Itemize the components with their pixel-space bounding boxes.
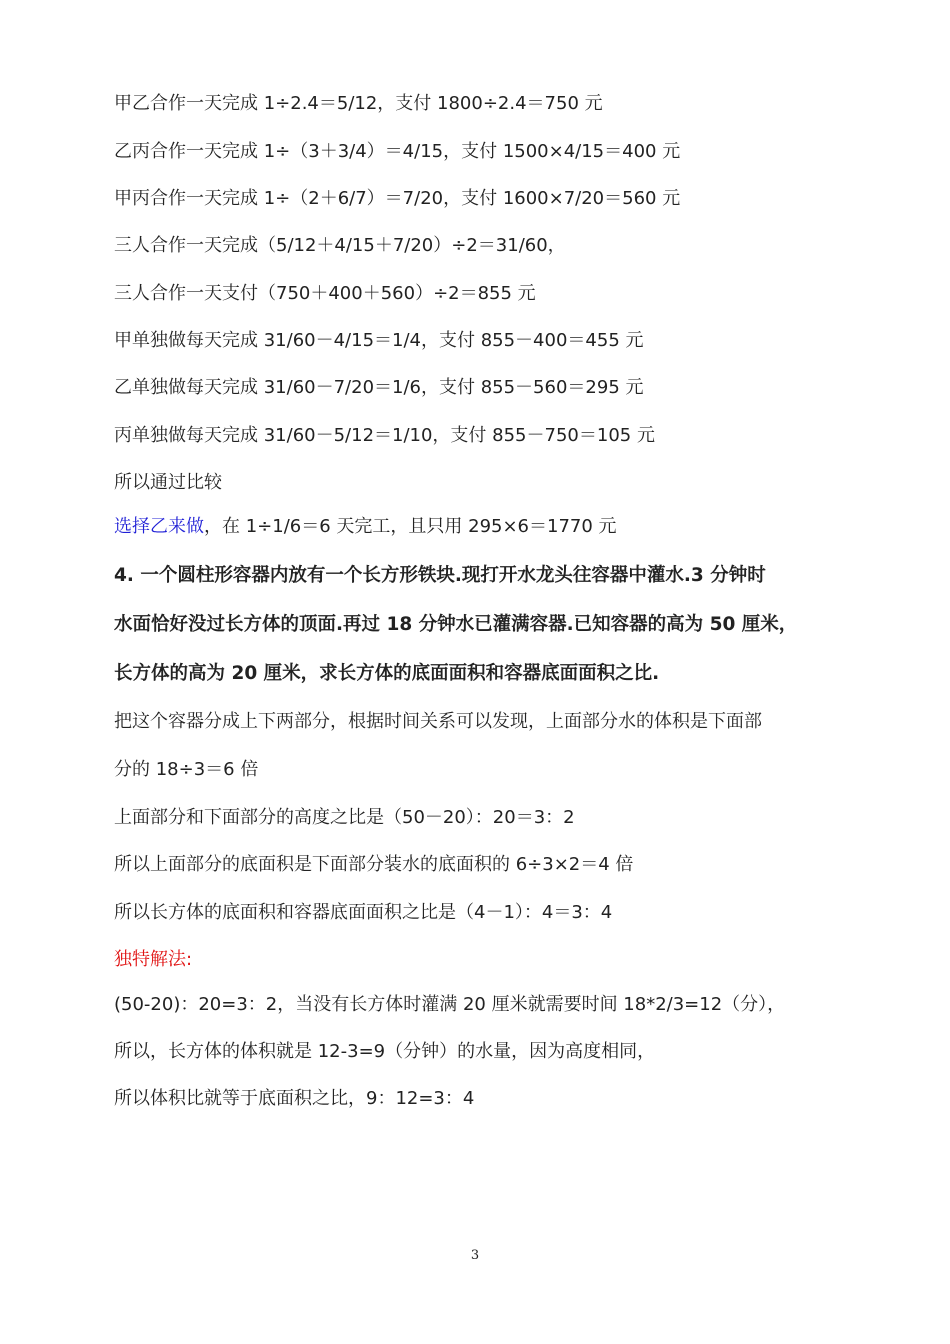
text-line: 丙单独做每天完成 31/60－5/12＝1/10，支付 855－750＝105 元 (114, 425, 655, 446)
alt-solution-line: 所以，长方体的体积就是 12-3=9（分钟）的水量，因为高度相同， (114, 1041, 656, 1062)
text-line: 三人合作一天支付（750＋400＋560）÷2＝855 元 (114, 283, 536, 304)
problem-4-line: 4. 一个圆柱形容器内放有一个长方形铁块.现打开水龙头往容器中灌水.3 分钟时 (114, 565, 766, 586)
conclusion-highlight: 选择乙来做 (114, 516, 204, 537)
solution-line: 分的 18÷3＝6 倍 (114, 759, 259, 780)
solution-line: 所以上面部分的底面积是下面部分装水的底面积的 6÷3×2＝4 倍 (114, 854, 634, 875)
solution-line: 上面部分和下面部分的高度之比是（50－20）：20＝3：2 (114, 807, 575, 828)
problem-4-line: 水面恰好没过长方体的顶面.再过 18 分钟水已灌满容器.已知容器的高为 50 厘米， (114, 614, 798, 635)
text-line: 甲乙合作一天完成 1÷2.4＝5/12，支付 1800÷2.4＝750 元 (114, 93, 603, 114)
text-line: 甲单独做每天完成 31/60－4/15＝1/4，支付 855－400＝455 元 (114, 330, 644, 351)
page-number: 3 (470, 1248, 480, 1263)
alt-solution-line: 所以体积比就等于底面积之比，9：12=3：4 (114, 1088, 475, 1109)
text-line: 三人合作一天完成（5/12＋4/15＋7/20）÷2＝31/60， (114, 235, 566, 256)
solution-line: 所以长方体的底面积和容器底面面积之比是（4－1）：4＝3：4 (114, 902, 613, 923)
conclusion-line (114, 515, 617, 539)
solution-line: 把这个容器分成上下两部分，根据时间关系可以发现，上面部分水的体积是下面部 (114, 711, 762, 732)
alt-solution-title: 独特解法: (114, 949, 193, 970)
text-line: 甲丙合作一天完成 1÷（2＋6/7）＝7/20，支付 1600×7/20＝560 元 (114, 188, 681, 209)
alt-solution-line: (50-20)：20=3：2，当没有长方体时灌满 20 厘米就需要时间 18*2/3=12（分）， (114, 994, 786, 1015)
text-line: 所以通过比较 (114, 472, 222, 493)
text-line: 乙单独做每天完成 31/60－7/20＝1/6，支付 855－560＝295 元 (114, 377, 644, 398)
conclusion-rest: ，在 1÷1/6＝6 天完工，且只用 295×6＝1770 元 (204, 516, 617, 537)
problem-4-line: 长方体的高为 20 厘米，求长方体的底面面积和容器底面面积之比. (114, 663, 660, 684)
text-line: 乙丙合作一天完成 1÷（3＋3/4）＝4/15，支付 1500×4/15＝400 元 (114, 141, 681, 162)
